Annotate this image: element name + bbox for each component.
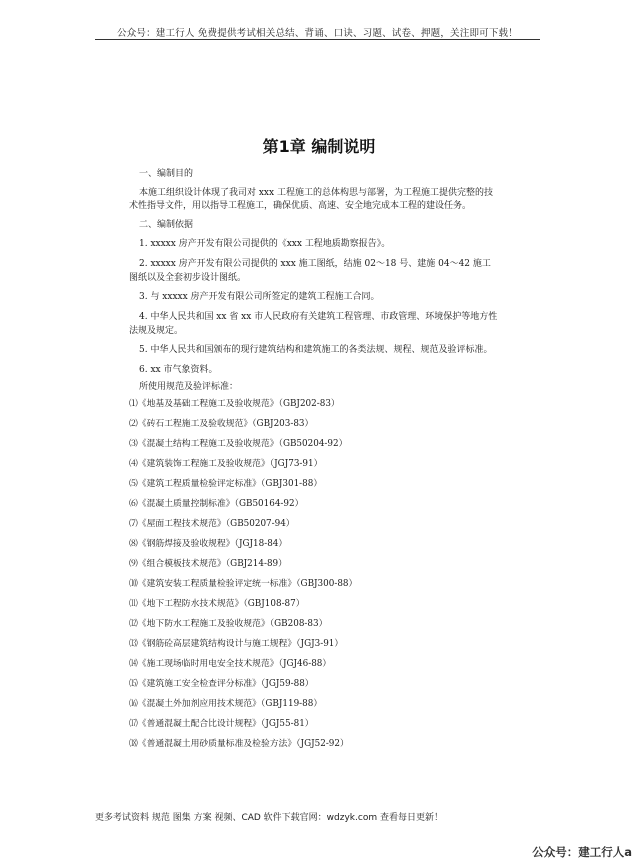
standard-item: ⒄《普通混凝土配合比设计规程》（JGJ55-81） bbox=[129, 719, 314, 730]
basis-item: 4. 中华人民共和国 xx 省 xx 市人民政府有关建筑工程管理、市政管理、环境保护等地方性法规及规定。 bbox=[129, 312, 498, 336]
standard-item: ⑽《建筑安装工程质量检验评定统一标准》（GBJ300-88） bbox=[129, 579, 358, 590]
standard-item: ⑸《建筑工程质量检验评定标准》（GBJ301-88） bbox=[129, 479, 323, 490]
basis-item: 2. xxxxx 房产开发有限公司提供的 xxx 施工图纸，结施 02～18 号、建施 04～42 施工图纸以及全套初步设计图纸。 bbox=[129, 259, 491, 283]
purpose-paragraph: 本施工组织设计体现了我司对 xxx 工程施工的总体构思与部署，为工程施工提供完整的技术性指导文件，用以指导工程施工，确保优质、高速、安全地完成本工程的建设任务。 bbox=[129, 187, 493, 211]
standard-item: ⒃《混凝土外加剂应用技术规范》（GBJ119-88） bbox=[129, 699, 323, 710]
standard-item: ⑴《地基及基础工程施工及验收规范》（GBJ202-83） bbox=[129, 399, 340, 410]
standard-item: ⑾《地下工程防水技术规范》（GBJ108-87） bbox=[129, 599, 305, 610]
page-header: 公众号：建工行人 免费提供考试相关总结、背诵、口诀、习题、试卷、押题，关注即可下载！ bbox=[117, 28, 518, 39]
standard-item: ⑿《地下防水工程施工及验收规范》（GB208-83） bbox=[129, 619, 328, 630]
standard-item: ⑷《建筑装饰工程施工及验收规范》（JGJ73-91） bbox=[129, 459, 323, 470]
basis-item: 5. 中华人民共和国颁布的现行建筑结构和建筑施工的各类法规、规程、规范及验评标准。 bbox=[139, 345, 493, 356]
page-footer: 更多考试资料 规范 图集 方案 视频、CAD 软件下载官网：wdzyk.com 查看每日更新！ bbox=[95, 813, 443, 823]
standard-item: ⑵《砖石工程施工及验收规范》（GBJ203-83） bbox=[129, 419, 314, 430]
standard-item: ⑻《钢筋焊接及验收规程》（JGJ18-84） bbox=[129, 539, 288, 550]
section-heading-basis: 二、编制依据 bbox=[139, 219, 194, 230]
standard-item: ⒁《施工现场临时用电安全技术规范》（JGJ46-88） bbox=[129, 659, 332, 670]
header-divider bbox=[95, 39, 540, 40]
standard-item: ⑶《混凝土结构工程施工及验收规范》（GB50204-92） bbox=[129, 439, 348, 450]
standard-item: ⒀《钢筋砼高层建筑结构设计与施工规程》（JGJ3-91） bbox=[129, 639, 344, 650]
standard-item: ⑹《混凝土质量控制标准》（GB50164-92） bbox=[129, 499, 304, 510]
standard-item: ⑼《组合模板技术规范》（GBJ214-89） bbox=[129, 559, 287, 570]
document-body bbox=[129, 168, 499, 754]
watermark-label: 公众号：建工行人a bbox=[532, 845, 632, 859]
chapter-title: 第1章 编制说明 bbox=[262, 137, 376, 156]
section-heading-purpose: 一、编制目的 bbox=[139, 169, 194, 179]
standards-list bbox=[129, 394, 499, 754]
standards-heading: 所使用规范及验评标准： bbox=[139, 381, 239, 392]
basis-item: 6. xx 市气象资料。 bbox=[139, 365, 218, 376]
basis-item: 1. xxxxx 房产开发有限公司提供的《xxx 工程地质勘察报告》。 bbox=[139, 239, 391, 250]
standard-item: ⑺《屋面工程技术规范》（GB50207-94） bbox=[129, 519, 295, 530]
standard-item: ⒂《建筑施工安全检查评分标准》（JGJ59-88） bbox=[129, 679, 314, 690]
basis-item: 3. 与 xxxxx 房产开发有限公司所签定的建筑工程施工合同。 bbox=[139, 292, 380, 303]
standard-item: ⒅《普通混凝土用砂质量标准及检验方法》（JGJ52-92） bbox=[129, 739, 349, 750]
